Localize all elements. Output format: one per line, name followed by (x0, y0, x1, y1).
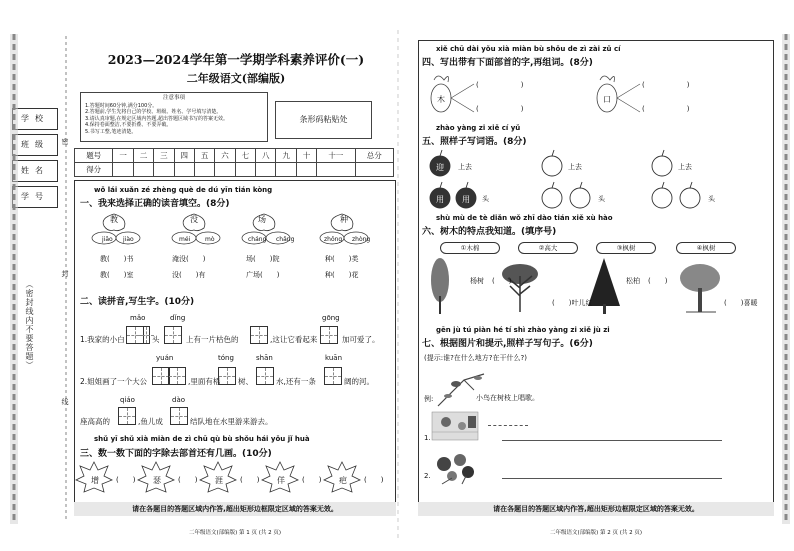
q1-blank[interactable]: 教( )室 (100, 271, 134, 279)
q1-leaf-char: 没 (190, 215, 198, 224)
score-cell[interactable] (235, 163, 255, 177)
score-cell[interactable] (215, 163, 235, 177)
q6-blank[interactable]: ( ) (492, 277, 512, 285)
q2-text: 树、 (238, 377, 253, 386)
notice-item: 5.书写工整,笔迹清楚。 (85, 128, 137, 135)
score-cell[interactable] (133, 163, 153, 177)
q1-option-a: méi (179, 236, 191, 243)
q6-pinyin: shù mù de tè diǎn wǒ zhī dào tián xiě xù hào (436, 214, 613, 222)
score-header: 九 (276, 149, 296, 163)
q7-example-text: 小鸟在树枝上唱歌。 (476, 394, 539, 402)
q5-label: 头 (708, 195, 715, 203)
q6-option: ①木棉 (440, 242, 500, 254)
q3-leaves (80, 460, 400, 500)
page2-number: 二年级语文(部编版) 第 2 页 (共 2 页) (549, 530, 643, 536)
score-header: 八 (256, 149, 276, 163)
q5-label: 上去 (678, 163, 692, 171)
q3-char: 佯 (277, 476, 285, 485)
pine-tree-icon (588, 258, 620, 314)
score-header: 十一 (317, 149, 355, 163)
q1-option-b: zhòng (352, 236, 371, 243)
name-field[interactable]: 姓名 (12, 160, 58, 182)
q2-pinyin: dǐng (170, 314, 186, 322)
q6-option: ②高大 (518, 242, 578, 254)
q6-tree-label: 杨树 (470, 277, 484, 285)
q1-option-a: zhǒng (324, 236, 343, 243)
q2-pinyin: kuān (325, 354, 343, 362)
q1-option-a: jiāo (102, 236, 113, 243)
q4-title: 四、写出带有下面部首的字,再组词。(8分) (422, 58, 593, 68)
q1-leaf-char: 场 (258, 215, 266, 224)
q2-char-box[interactable] (324, 367, 342, 385)
q7-hint: (提示:谁?在什么地方?在干什么?) (424, 354, 527, 362)
q2-text: 1.我家的小白 (80, 335, 125, 344)
q3-answer-blank: ( ) (178, 476, 198, 484)
score-cell[interactable] (174, 163, 194, 177)
q2-text: ,这让它看起来 (270, 335, 318, 344)
score-header: 题号 (75, 149, 113, 163)
kapok-tree-icon (502, 264, 538, 312)
q1-blank[interactable]: 种( )类 (325, 255, 359, 263)
q5-title: 五、照样子写词语。(8分) (422, 137, 527, 147)
score-header: 十 (296, 149, 316, 163)
q6-option: ④枫树 (676, 242, 736, 254)
student-id-field[interactable]: 学号 (12, 186, 58, 208)
q2-pinyin: shān (256, 354, 273, 362)
q2-text: 上有一片枯色的 (186, 335, 239, 344)
q5-sample-bottom: 用 (462, 195, 470, 204)
score-cell[interactable] (194, 163, 214, 177)
page1-number: 二年级语文(部编版) 第 1 页 (共 2 页) (188, 530, 282, 536)
score-table (74, 148, 394, 177)
q6-option: ③枫树 (596, 242, 656, 254)
score-header: 二 (133, 149, 153, 163)
q4-blank[interactable]: ( ) (642, 105, 690, 113)
q1-leaves (86, 212, 406, 252)
q3-title: 三、数一数下面的字除去部首还有几画。(10分) (80, 449, 272, 459)
q2-char-box[interactable] (256, 367, 274, 385)
seal-label-xian: 线 (61, 398, 69, 406)
q1-pinyin: wǒ lái xuǎn zé zhèng què de dú yīn tián kòng (94, 186, 273, 194)
q5-label: 头 (482, 195, 489, 203)
q1-title: 一、我来选择正确的读音填空。(8分) (80, 199, 230, 209)
q6-title: 六、树木的特点我知道。(填序号) (422, 227, 557, 237)
q3-char: 增 (91, 476, 99, 485)
q3-pinyin: shǔ yī shǔ xià miàn de zì chū qù bù shǒu hái yǒu jǐ huà (94, 435, 310, 443)
q5-sample-bottom: 用 (436, 195, 444, 204)
q6-blank[interactable]: ( )叶儿红 (552, 299, 593, 307)
page1-footer-notice: 请在各题目的答题区域内作答,超出矩形边框限定区域的答案无效。 (74, 502, 396, 516)
q1-blank[interactable]: 教( )书 (100, 255, 134, 263)
score-cell[interactable] (256, 163, 276, 177)
notice-item: 1.答题时间60分钟,满分100分。 (85, 102, 158, 109)
q4-blank[interactable]: ( ) (476, 81, 524, 89)
q6-blank[interactable]: ( )喜暖 (724, 299, 758, 307)
notice-box (80, 92, 268, 142)
q2-text: 加可爱了。 (342, 335, 380, 344)
notice-item: 2.答题前,学生先将自己的学校、班级、姓名、学号填写清楚。 (85, 109, 222, 115)
q7-pinyin: gēn jù tú piàn hé tí shì zhào yàng zi xiě jù zi (436, 326, 610, 334)
q7-example-picture (434, 370, 494, 410)
q3-char: 疤 (339, 476, 347, 485)
score-header: 六 (215, 149, 235, 163)
seal-label-feng: 封 (61, 270, 69, 278)
score-header: 五 (194, 149, 214, 163)
banyan-tree-icon (680, 264, 720, 312)
q5-label: 上去 (458, 163, 472, 171)
q3-char: 涯 (215, 476, 223, 485)
q1-blank[interactable]: 种( )花 (325, 271, 359, 279)
q6-blank[interactable]: ( ) (648, 277, 668, 285)
seal-line-warning: （密封线内不要答题） (25, 280, 34, 370)
q7-answer-line[interactable] (502, 478, 722, 479)
q2-text: 结队地在水里游来游去。 (190, 417, 273, 426)
q1-leaf-char: 教 (110, 215, 118, 224)
q3-answer-blank: ( ) (240, 476, 260, 484)
score-header: 七 (235, 149, 255, 163)
q6-tree-label: 松柏 (626, 277, 640, 285)
score-header: 总分 (355, 149, 394, 163)
q4-blank[interactable]: ( ) (476, 105, 524, 113)
score-cell[interactable] (276, 163, 296, 177)
q5-label: 头 (598, 195, 605, 203)
q5-sample-top: 迎 (436, 163, 444, 172)
q2-pinyin: gōng (322, 314, 340, 322)
q1-option-b: mò (205, 236, 215, 243)
q2-pinyin: tóng (218, 354, 234, 362)
seal-label-mi: 密 (61, 138, 69, 146)
score-cell[interactable] (113, 163, 133, 177)
q2-text: 2.姐姐画了一个大公 (80, 377, 148, 386)
q4-pinyin: xiě chū dài yǒu xià miàn bù shǒu de zì zài zǔ cí (436, 45, 621, 53)
class-field[interactable]: 班级 (12, 134, 58, 156)
q1-option-a: cháng (248, 236, 267, 243)
q1-blank[interactable]: 场( )院 (246, 255, 280, 263)
exam-subtitle: 二年级语文(部编版) (186, 72, 286, 85)
q1-option-b: chǎng (276, 236, 295, 243)
notice-item: 4.保持卷面整洁,不要折叠、不要弄破。 (85, 122, 172, 128)
q2-text: ,里面有梧 (188, 377, 221, 386)
q2-title: 二、读拼音,写生字。(10分) (80, 297, 195, 307)
barcode-area: 条形码粘贴处 (275, 101, 372, 139)
score-cell[interactable] (296, 163, 316, 177)
q7-title: 七、根据图片和提示,照样子写句子。(6分) (422, 339, 593, 349)
q2-text: 头 (152, 335, 160, 344)
score-header: 一 (113, 149, 133, 163)
q2-char-box[interactable] (218, 367, 236, 385)
q2-pinyin: mǎo (130, 314, 146, 322)
q1-leaf-char: 种 (340, 215, 348, 224)
score-row-label: 得分 (75, 163, 113, 177)
q2-pinyin: dào (172, 396, 186, 404)
q7-example-label: 例: (424, 395, 434, 403)
score-cell[interactable] (317, 163, 355, 177)
q2-char-box[interactable] (250, 326, 268, 344)
q4-radical: 木 (437, 95, 445, 104)
q7-picture-1 (432, 412, 482, 442)
q4-blank[interactable]: ( ) (642, 81, 690, 89)
q2-pinyin: qiáo (120, 396, 135, 404)
q2-pinyin: yuán (156, 354, 174, 362)
q2-char-box[interactable] (118, 407, 136, 425)
notice-title: 注意事项 (162, 95, 185, 101)
q1-blank[interactable]: 淹没( ) (172, 255, 206, 263)
q2-char-box[interactable] (164, 326, 182, 344)
q7-answer-line[interactable] (502, 440, 722, 441)
q6-trees (424, 256, 784, 326)
school-field[interactable]: 学校 (12, 108, 58, 130)
poplar-tree-icon (431, 258, 449, 314)
q7-item-number: 2. (424, 472, 431, 480)
q3-answer-blank: ( ) (302, 476, 322, 484)
exam-title: 2023—2024学年第一学期学科素养评价(一) (107, 52, 365, 67)
q4-radical: 口 (603, 95, 611, 104)
q2-char-box[interactable] (170, 407, 188, 425)
q1-blank[interactable]: 没( )有 (172, 271, 206, 279)
q1-blank[interactable]: 广场( ) (246, 271, 280, 279)
q7-picture-2 (432, 452, 482, 486)
score-cell[interactable] (355, 163, 394, 177)
q2-text: ,鱼儿成 (138, 417, 163, 426)
score-cell[interactable] (154, 163, 174, 177)
q2-text: 阔的河。 (344, 377, 374, 386)
q2-char-box[interactable] (320, 326, 338, 344)
q2-text: 水,还有一条 (276, 377, 316, 386)
page2-footer-notice: 请在各题目的答题区域内作答,超出矩形边框限定区域的答案无效。 (418, 502, 774, 516)
q3-char: 瑟 (153, 476, 161, 485)
score-header: 四 (174, 149, 194, 163)
q7-answer-line[interactable] (488, 425, 528, 426)
notice-item: 3.请认真审题,在规定区域内答题,超出答题区域书写的答案无效。 (85, 115, 228, 122)
q1-option-b: jiào (123, 236, 134, 243)
q2-char-box[interactable] (138, 326, 150, 344)
q2-text: 座高高的 (80, 417, 110, 426)
q5-label: 上去 (568, 163, 582, 171)
q5-pinyin: zhào yàng zi xiě cí yǔ (436, 124, 521, 132)
q3-answer-blank: ( ) (364, 476, 384, 484)
q3-answer-blank: ( ) (116, 476, 136, 484)
q2-char-box[interactable] (168, 367, 186, 385)
q7-item-number: 1. (424, 434, 431, 442)
score-header: 三 (154, 149, 174, 163)
